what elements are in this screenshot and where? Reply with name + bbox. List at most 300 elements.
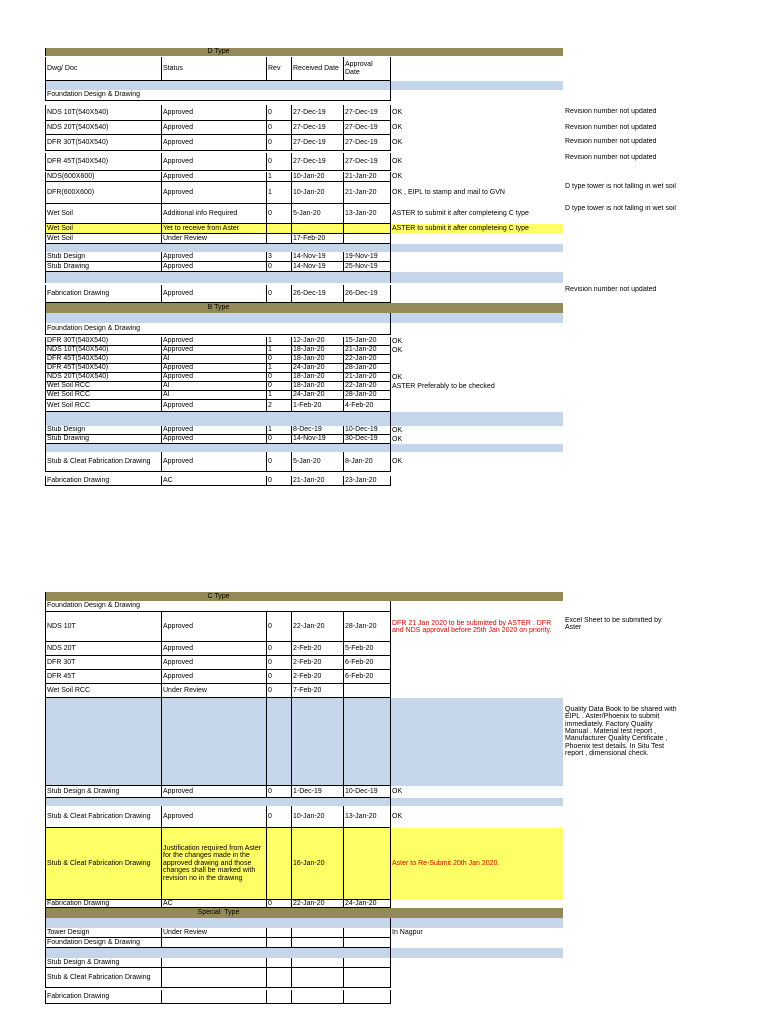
table-row (45, 400, 563, 412)
status-cell: Approved (161, 252, 266, 262)
rev-cell: 0 (266, 670, 291, 684)
table-row (45, 285, 563, 303)
section-label: Foundation Design & Drawing (45, 601, 391, 612)
table-row (45, 670, 563, 684)
status-cell: Additional info Required (161, 204, 266, 224)
received-date-cell: 5-Jan-20 (291, 452, 343, 472)
rev-cell (266, 958, 291, 968)
remark-cell (391, 285, 563, 303)
remark-cell: OK (392, 435, 403, 443)
remark-cell (391, 670, 563, 684)
doc-cell: Stub & Cleat Fabrication Drawing (45, 828, 161, 900)
status-cell: Approved (161, 337, 266, 346)
approval-date-cell: 27-Dec-19 (343, 121, 391, 135)
received-date-cell (291, 990, 343, 1004)
table-row (45, 121, 563, 135)
rev-cell (266, 990, 291, 1004)
approval-date-cell: 27-Dec-19 (343, 135, 391, 151)
rev-cell: 0 (266, 262, 291, 272)
table-row (45, 968, 563, 988)
received-date-cell: 16-Jan-20 (291, 828, 343, 900)
table-row (45, 806, 563, 828)
rev-cell (266, 828, 291, 900)
status-cell: Approved (161, 153, 266, 171)
received-date-cell: 1-Dec-19 (291, 786, 343, 798)
received-date-cell: 7-Feb-20 (291, 684, 343, 698)
rev-cell: 0 (266, 285, 291, 303)
approval-date-cell (343, 698, 391, 786)
status-cell: Approved (161, 364, 266, 373)
separator (45, 798, 391, 806)
rev-cell: 0 (266, 435, 291, 444)
remark-cell: DFR 21 Jan 2020 to be submitted by ASTER . DFR and NDS approval before 25th Jan 2020 on priority. (392, 619, 554, 634)
status-cell: Approved (161, 262, 266, 272)
separator (45, 272, 391, 283)
doc-cell: NDS 10T (45, 612, 161, 642)
remark-cell (391, 476, 563, 486)
side-note: Revision number not updated (565, 138, 657, 145)
separator-row (45, 244, 563, 252)
approval-date-cell: 10-Dec-19 (343, 786, 391, 798)
received-date-cell: 24-Jan-20 (291, 391, 343, 400)
received-date-cell: 26-Dec-19 (291, 285, 343, 303)
table-row (45, 828, 563, 900)
approval-date-cell: 10-Dec-19 (343, 426, 391, 435)
doc-cell: DFR 30T (45, 656, 161, 670)
status-cell: AC (161, 900, 266, 908)
side-note: D type tower is not falling in wet soil (565, 183, 676, 190)
approval-date-cell: 27-Dec-19 (343, 153, 391, 171)
rev-cell: 0 (266, 135, 291, 151)
special-type-title: Special Type (45, 908, 391, 918)
rev-cell: 0 (266, 382, 291, 391)
doc-cell: DFR 45T (45, 670, 161, 684)
approval-date-cell: 21-Jan-20 (343, 373, 391, 382)
side-note: Excel Sheet to be submitted by Aster (565, 617, 662, 632)
table-row (45, 182, 563, 204)
table-row (45, 135, 563, 151)
status-cell: Yet to receive from Aster (161, 224, 266, 234)
doc-cell: Wet Soil RCC (45, 382, 161, 391)
rev-cell: 0 (266, 656, 291, 670)
separator (45, 412, 391, 426)
doc-cell: Wet Soil RCC (45, 391, 161, 400)
approval-date-cell (343, 224, 391, 234)
doc-cell: NDS 20T(540X540) (45, 373, 161, 382)
side-note: D type tower is not falling in wet soil (565, 205, 676, 212)
doc-cell: NDS(600X600) (45, 172, 161, 182)
table-row (45, 928, 563, 938)
doc-cell: Fabrication Drawing (45, 900, 161, 908)
doc-cell: NDS 10T(540X540) (45, 346, 161, 355)
table-row (45, 172, 563, 182)
separator-row (45, 444, 563, 452)
band-fill (391, 592, 563, 601)
approval-date-cell: 15-Jan-20 (343, 337, 391, 346)
table-row (45, 656, 563, 670)
approval-date-cell (343, 990, 391, 1004)
status-cell: Approved (161, 373, 266, 382)
status-cell: Approved (161, 135, 266, 151)
remark-cell (391, 656, 563, 670)
separator (391, 798, 563, 806)
remark-cell (391, 391, 563, 400)
doc-cell: Wet Soil (45, 204, 161, 224)
rev-cell: 1 (266, 391, 291, 400)
rev-cell: 0 (266, 355, 291, 364)
status-cell: Approved (161, 172, 266, 182)
rev-cell: 2 (266, 400, 291, 412)
separator-row (45, 81, 563, 90)
status-cell: Approved (161, 182, 266, 204)
side-note: Revision number not updated (565, 286, 657, 293)
separator-row (45, 313, 563, 323)
received-date-cell: 5-Jan-20 (291, 204, 343, 224)
table-row (45, 391, 563, 400)
remark-cell: In Nagpur (392, 929, 423, 937)
received-date-cell: 18-Jan-20 (291, 382, 343, 391)
separator (391, 81, 563, 90)
blank (391, 323, 563, 335)
table-row (45, 452, 563, 472)
table-row (45, 938, 563, 948)
separator (391, 948, 563, 958)
received-date-cell: 14-Nov-19 (291, 435, 343, 444)
doc-cell: Stub Drawing (45, 262, 161, 272)
doc-cell: Fabrication Drawing (45, 285, 161, 303)
received-date-cell: 2-Feb-20 (291, 670, 343, 684)
separator (391, 244, 563, 252)
approval-date-cell: 8-Jan-20 (343, 452, 391, 472)
rev-cell: 1 (266, 172, 291, 182)
received-date-cell (291, 928, 343, 938)
table-row (45, 601, 563, 612)
approval-date-cell: 30-Dec-19 (343, 435, 391, 444)
status-cell: Approved (161, 426, 266, 435)
doc-cell: DFR 45T(540X540) (45, 153, 161, 171)
status-cell (161, 958, 266, 968)
doc-cell: Fabrication Drawing (45, 476, 161, 486)
approval-date-cell: 25-Nov-19 (343, 262, 391, 272)
doc-cell: Stub Design (45, 252, 161, 262)
separator (45, 81, 391, 90)
status-cell: Under Review (161, 234, 266, 244)
approval-date-cell: 28-Jan-20 (343, 612, 391, 642)
received-date-cell: 2-Feb-20 (291, 656, 343, 670)
received-date-cell: 10-Jan-20 (291, 172, 343, 182)
separator (391, 272, 563, 283)
status-cell (161, 990, 266, 1004)
rev-cell: 0 (266, 900, 291, 908)
approval-date-cell: 21-Jan-20 (343, 182, 391, 204)
rev-cell: 0 (266, 153, 291, 171)
approval-date-cell: 6-Feb-20 (343, 670, 391, 684)
status-cell: Justification required from Aster for the changes made in the approved drawing and those changes shall be marked with revision no in the drawing (161, 828, 266, 900)
separator (45, 918, 391, 928)
b-type-title: B Type (45, 303, 391, 313)
special-type-title-row (45, 908, 563, 918)
table-row (45, 786, 563, 798)
table-row (45, 323, 563, 335)
remark-cell: OK (392, 426, 403, 434)
remark-cell: OK (392, 458, 403, 466)
blank (391, 90, 563, 101)
separator (391, 313, 563, 323)
approval-date-cell: 26-Dec-19 (343, 285, 391, 303)
received-date-cell: 14-Nov-19 (291, 252, 343, 262)
received-date-cell: 8-Dec-19 (291, 426, 343, 435)
status-cell: Approved (161, 670, 266, 684)
table-row (45, 373, 563, 382)
status-cell: Approved (161, 435, 266, 444)
rev-cell: 0 (266, 105, 291, 121)
rev-cell (266, 968, 291, 988)
remark-cell: OK (392, 337, 403, 345)
approval-date-cell: 13-Jan-20 (343, 204, 391, 224)
header-row (45, 57, 563, 81)
approval-date-cell: 24-Jan-20 (343, 900, 391, 908)
received-date-cell: 10-Jan-20 (291, 806, 343, 828)
table-row (45, 364, 563, 373)
remark-cell (391, 364, 563, 373)
rev-cell: 0 (266, 373, 291, 382)
section-label: Foundation Design & Drawing (45, 90, 391, 101)
header-received: Received Date (291, 57, 343, 81)
doc-cell: NDS 20T(540X540) (45, 121, 161, 135)
separator (391, 918, 563, 928)
header-approval: Approval Date (343, 57, 391, 81)
received-date-cell: 24-Jan-20 (291, 364, 343, 373)
separator (45, 948, 391, 958)
doc-cell: DFR 30T(540X540) (45, 337, 161, 346)
approval-date-cell: 4-Feb-20 (343, 400, 391, 412)
doc-cell: Stub Design & Drawing (45, 786, 161, 798)
received-date-cell: 21-Jan-20 (291, 476, 343, 486)
received-date-cell: 18-Jan-20 (291, 373, 343, 382)
status-cell: Approved (161, 786, 266, 798)
doc-cell (45, 698, 161, 786)
remark-cell (391, 642, 563, 656)
remark-cell (391, 938, 563, 948)
separator-row (45, 272, 563, 283)
approval-date-cell: 23-Jan-20 (343, 476, 391, 486)
b-type-title-row (45, 303, 563, 313)
doc-cell: Wet Soil (45, 224, 161, 234)
rev-cell (266, 938, 291, 948)
doc-cell: Wet Soil RCC (45, 400, 161, 412)
table-row (45, 355, 563, 364)
received-date-cell (291, 224, 343, 234)
table-row (45, 234, 563, 244)
doc-cell: DFR 45T(540X540) (45, 355, 161, 364)
doc-cell: NDS 10T(540X540) (45, 105, 161, 121)
approval-date-cell: 21-Jan-20 (343, 346, 391, 355)
rev-cell: 3 (266, 252, 291, 262)
approval-date-cell: 27-Dec-19 (343, 105, 391, 121)
received-date-cell: 2-Feb-20 (291, 642, 343, 656)
doc-cell: DFR 30T(540X540) (45, 135, 161, 151)
approval-date-cell: 21-Jan-20 (343, 172, 391, 182)
rev-cell: 1 (266, 337, 291, 346)
table-row (45, 153, 563, 171)
approval-date-cell (343, 938, 391, 948)
c-type-title-row (45, 592, 563, 601)
table-row (45, 990, 563, 1004)
status-cell: Approved (161, 346, 266, 355)
approval-date-cell: 19-Nov-19 (343, 252, 391, 262)
rev-cell: 1 (266, 346, 291, 355)
side-note: Revision number not updated (565, 124, 657, 131)
header-doc: Dwg/ Doc (45, 57, 161, 81)
c-type-title: C Type (45, 592, 391, 601)
rev-cell: 1 (266, 364, 291, 373)
header-status: Status (161, 57, 266, 81)
rev-cell: 1 (266, 426, 291, 435)
remark-cell (391, 958, 563, 968)
side-note: Revision number not updated (565, 108, 657, 115)
table-row (45, 698, 563, 786)
table-row (45, 224, 563, 234)
status-cell: AI (161, 382, 266, 391)
received-date-cell: 1-Feb-20 (291, 400, 343, 412)
approval-date-cell: 28-Jan-20 (343, 364, 391, 373)
doc-cell: DFR(600X600) (45, 182, 161, 204)
received-date-cell: 27-Dec-19 (291, 135, 343, 151)
remark-cell: ASTER to submit it after completeing C type (391, 224, 563, 234)
remark-cell: OK (392, 788, 403, 796)
remark-cell (391, 234, 563, 244)
rev-cell: 0 (266, 204, 291, 224)
status-cell: Approved (161, 612, 266, 642)
remark-cell (391, 400, 563, 412)
approval-date-cell (343, 968, 391, 988)
status-cell: Approved (161, 285, 266, 303)
approval-date-cell: 6-Feb-20 (343, 656, 391, 670)
band-fill (391, 908, 563, 918)
status-cell: Approved (161, 400, 266, 412)
approval-date-cell: 28-Jan-20 (343, 391, 391, 400)
table-row (45, 900, 563, 908)
remark-cell (391, 698, 563, 786)
received-date-cell: 22-Jan-20 (291, 612, 343, 642)
rev-cell (266, 928, 291, 938)
status-cell (161, 698, 266, 786)
received-date-cell: 18-Jan-20 (291, 355, 343, 364)
approval-date-cell: 22-Jan-20 (343, 382, 391, 391)
doc-cell: Fabrication Drawing (45, 990, 161, 1004)
header-blank (391, 57, 563, 81)
received-date-cell: 27-Dec-19 (291, 105, 343, 121)
received-date-cell (291, 938, 343, 948)
doc-cell: Stub Design (45, 426, 161, 435)
rev-cell (266, 698, 291, 786)
separator-row (45, 918, 563, 928)
band-fill (391, 303, 563, 313)
status-cell: Approved (161, 642, 266, 656)
status-cell: AI (161, 355, 266, 364)
status-cell: Under Review (161, 928, 266, 938)
status-cell: Approved (161, 121, 266, 135)
table-row (45, 90, 563, 101)
doc-cell: DFR 45T(540X540) (45, 364, 161, 373)
doc-cell: Stub & Cleat Fabrication Drawing (45, 806, 161, 828)
table-row (45, 262, 563, 272)
rev-cell (266, 234, 291, 244)
separator-row (45, 798, 563, 806)
received-date-cell: 22-Jan-20 (291, 900, 343, 908)
table-row (45, 435, 563, 444)
received-date-cell: 14-Nov-19 (291, 262, 343, 272)
side-note: Quality Data Book to be shared with EIPL . Aster/Phoenix to submit immediately. Factory Quality Manual . Material test report , Manufacturer Quality Certificate , Phoenix test details. In Situ Test report , dimensional check. (565, 706, 677, 758)
status-cell: Approved (161, 105, 266, 121)
band-fill (391, 48, 563, 56)
rev-cell: 0 (266, 642, 291, 656)
approval-date-cell (343, 928, 391, 938)
remark-cell: OK (392, 109, 403, 117)
table-row (45, 612, 563, 642)
doc-cell: NDS 20T (45, 642, 161, 656)
rev-cell: 0 (266, 476, 291, 486)
table-row (45, 337, 563, 346)
remark-cell (391, 900, 563, 908)
remark-cell (391, 990, 563, 1004)
rev-cell: 0 (266, 121, 291, 135)
table-row (45, 382, 563, 391)
remark-cell: OK (392, 346, 403, 354)
table-row (45, 252, 563, 262)
doc-cell: Stub & Cleat Fabrication Drawing (45, 968, 161, 988)
received-date-cell: 27-Dec-19 (291, 153, 343, 171)
remark-cell: OK (392, 139, 403, 147)
table-row (45, 476, 563, 486)
rev-cell: 0 (266, 612, 291, 642)
remark-cell (391, 262, 563, 272)
approval-date-cell (343, 958, 391, 968)
remark-cell (391, 252, 563, 262)
remark-cell (391, 968, 563, 988)
status-cell: Under Review (161, 684, 266, 698)
status-cell: AC (161, 476, 266, 486)
rev-cell: 0 (266, 786, 291, 798)
received-date-cell: 18-Jan-20 (291, 346, 343, 355)
table-row (45, 204, 563, 224)
separator-row (45, 412, 563, 426)
approval-date-cell: 22-Jan-20 (343, 355, 391, 364)
side-note: Revision number not updated (565, 154, 657, 161)
remark-cell: Aster to Re-Submit 20th Jan 2020. (391, 828, 563, 900)
approval-date-cell: 13-Jan-20 (343, 806, 391, 828)
rev-cell: 1 (266, 182, 291, 204)
received-date-cell (291, 698, 343, 786)
status-cell (161, 968, 266, 988)
received-date-cell: 12-Jan-20 (291, 337, 343, 346)
table-row (45, 958, 563, 968)
rev-cell: 0 (266, 452, 291, 472)
section-label: Foundation Design & Drawing (45, 323, 391, 335)
received-date-cell: 27-Dec-19 (291, 121, 343, 135)
remark-cell: OK (392, 158, 403, 166)
rev-cell: 0 (266, 806, 291, 828)
remark-cell: OK (392, 813, 403, 821)
remark-cell: OK , EIPL to stamp and mail to GVN (392, 189, 505, 197)
table-row (45, 105, 563, 121)
separator (391, 412, 563, 426)
received-date-cell (291, 968, 343, 988)
remark-cell: ASTER to submit it after completeing C type (392, 210, 529, 218)
doc-cell: Wet Soil (45, 234, 161, 244)
approval-date-cell (343, 234, 391, 244)
doc-cell: Stub Design & Drawing (45, 958, 161, 968)
